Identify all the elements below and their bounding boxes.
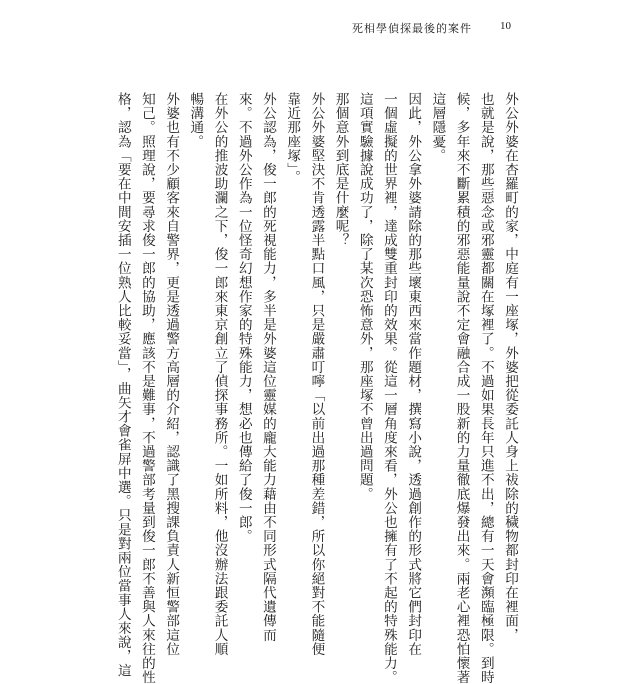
text-column: 知己。照理說，要尋求俊一郎的協助，應該不是難事，不過警部考量到俊一郎不善與人來往的性 — [138, 92, 155, 684]
text-column: 格，認為「要在中間安插一位熟人比較妥當」，曲矢才會雀屏中選。只是對兩位當事人來說，這 — [114, 92, 131, 678]
text-column: 外公外婆堅決不肯透露半點口風，只是嚴肅叮嚀「以前出過那種差錯，所以你絕對不能隨便 — [308, 92, 325, 656]
text-column: 也就是說，那些惡念或邪靈都關在塚裡了。不過如果長年只進不出，總有一天會瀕臨極限。到時 — [477, 92, 494, 684]
text-column: 暢溝通。 — [187, 92, 204, 149]
vertical-text-body — [114, 92, 522, 684]
text-column: 這項實驗據說成功了，除了某次恐怖意外，那座塚不曾出過問題。 — [356, 92, 373, 501]
text-column: 外婆也有不少顧客來自警界，更是透過警方高層的介紹，認識了黑搜課負責人新恒警部這位 — [163, 92, 180, 656]
text-column: 因此，外公拿外婆請除的那些壞東西來當作題材，撰寫小說，透過創作的形式將它們封印在 — [405, 92, 422, 656]
text-column: 外公外婆在杏羅町的家，中庭有一座塚，外婆把從委託人身上祓除的穢物都封印在裡面， — [502, 92, 518, 642]
text-column: 外公認為，俊一郎的死視能力，多半是外婆這位靈媒的龐大能力藉由不同形式隔代遺傳而 — [259, 92, 276, 642]
text-column: 來。不過外公作為一位怪奇幻想作家的特殊能力，想必也傳給了俊一郎。 — [235, 92, 252, 544]
text-column: 靠近那座塚」。 — [284, 92, 301, 184]
text-column: 一個虛擬的世界裡，達成雙重封印的效果。從這一層角度來看，外公也擁有了不起的特殊能力。 — [380, 92, 397, 684]
page-number: 10 — [500, 20, 511, 32]
text-column: 候，多年來不斷累積的邪惡能量說不定會融合成一股新的力量徹底爆發出來。兩老心裡恐怕懷著 — [453, 92, 470, 684]
text-column: 那個意外到底是什麼呢？ — [332, 92, 349, 248]
running-header-title: 死相學偵探最後的案件 — [352, 22, 472, 35]
text-column: 在外公的推波助瀾之下，俊一郎來東京創立了偵探事務所。一如所料，他沒辦法跟委託人順 — [211, 92, 228, 656]
text-column: 這層隱憂。 — [429, 92, 446, 163]
